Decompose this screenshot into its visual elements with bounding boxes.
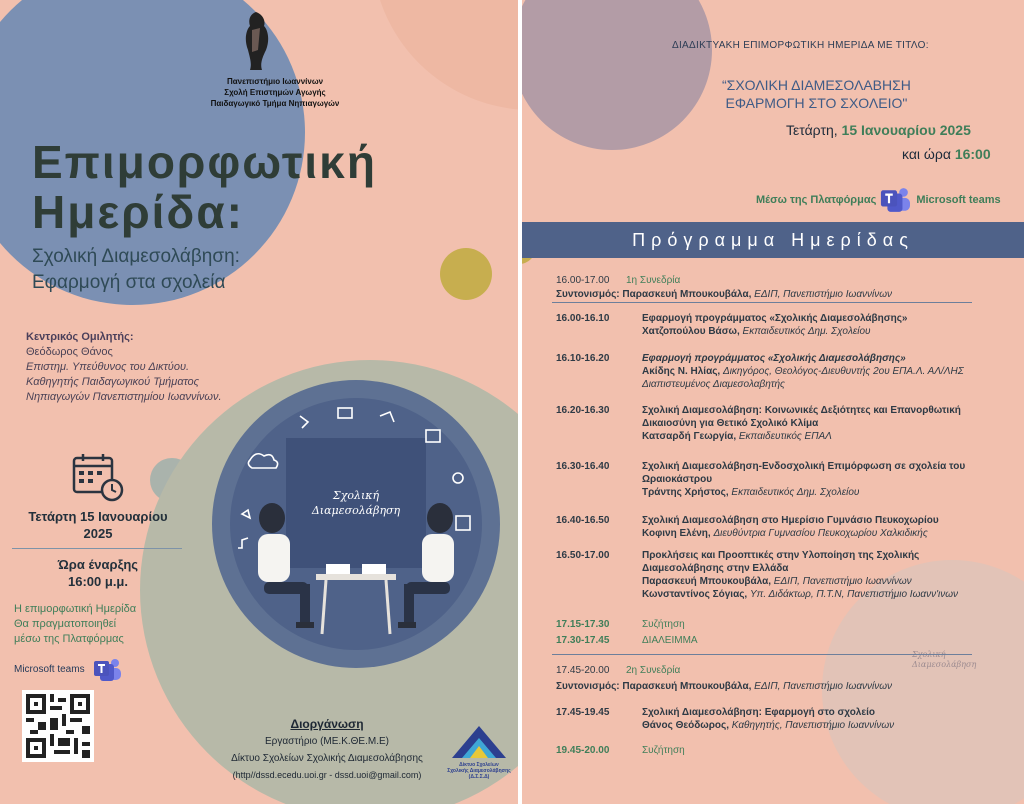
item-time: 17.45-19.45 [556, 707, 610, 718]
platform-prefix: Μέσω της Πλατφόρμας [756, 194, 877, 206]
session1-coord-rest: ΕΔΙΠ, Πανεπιστήμιο Ιωαννίνων [754, 289, 893, 300]
logo-text-2: Σχολικής Διαμεσολάβησης [447, 768, 511, 774]
microsoft-teams-icon [880, 186, 912, 214]
break-label: ΔΙΑΛΕΙΜΜΑ [642, 635, 698, 646]
board-text-2: Διαμεσολάβηση [311, 504, 401, 517]
program-header: ΔΙΑΔΙΚΤΥΑΚΗ ΕΠΙΜΟΡΦΩΤΙΚΗ ΗΜΕΡΙΔΑ ΜΕ ΤΙΤΛΟ: [672, 40, 929, 51]
speaker-heading: Κεντρικός Ομιλητής: [26, 331, 134, 343]
network-logo-icon [448, 724, 510, 760]
speaker-role-3: Νηπιαγωγών Πανεπιστημίου Ιωαννίνων. [26, 391, 222, 403]
session1-label: 1η Συνεδρία [626, 275, 681, 286]
subtitle-line-1: Σχολική Διαμεσολάβηση: [32, 246, 240, 267]
page-title [32, 137, 377, 237]
discussion1-time: 17.15-17.30 [556, 619, 610, 630]
item-title-cont: Διαμεσολάβησης στην Ελλάδα [642, 563, 789, 574]
platform-line-2: Θα πραγματοποιηθεί [14, 618, 117, 630]
qr-code[interactable] [22, 690, 94, 762]
item-speaker: Ακίδης Ν. Ηλίας, [642, 366, 721, 377]
organizers [210, 716, 444, 784]
speaker-role-1: Επιστημ. Υπεύθυνος του Δικτύου. [26, 361, 190, 373]
network-logo-text [440, 762, 518, 780]
item-title: Εφαρμογή προγράμματος «Σχολικής Διαμεσολάβησης» [642, 313, 908, 324]
platform-line-3: μέσω της Πλατφόρμας [14, 633, 124, 645]
speaker-name: Θεόδωρος Θάνος [26, 346, 113, 358]
date-line-1: Τετάρτη 15 Ιανουαρίου [28, 509, 168, 524]
board-text-1: Σχολική [332, 489, 380, 502]
session1-divider [552, 302, 972, 303]
session2-coord-rest: ΕΔΙΠ, Πανεπιστήμιο Ιωαννίνων [754, 681, 893, 692]
divider-line [12, 548, 182, 549]
org-line-2: Δίκτυο Σχολείων Σχολικής Διαμεσολάβησης [231, 753, 423, 764]
board-caption [300, 488, 412, 518]
platform-name: Microsoft teams [916, 194, 1001, 206]
session2-coordinator [556, 680, 1004, 693]
item-role: Εκπαιδευτικός ΕΠΑΛ [738, 431, 832, 442]
title-line-2: Ημερίδα: [32, 186, 244, 238]
subtitle-line-2: Εφαρμογή στα σχολεία [32, 272, 226, 293]
program-date-value: 15 Ιανουαρίου 2025 [841, 122, 971, 138]
discussion1-label: Συζήτηση [642, 619, 685, 630]
time-value: 16:00 [954, 146, 991, 162]
speaker-role-2: Καθηγητής Παιδαγωγικού Τμήματος [26, 376, 200, 388]
start-time [8, 556, 188, 590]
item-title: Εφαρμογή προγράμματος «Σχολικής Διαμεσολάβησης» [642, 353, 906, 364]
item-speaker: Θάνος Θεόδωρος, [642, 720, 729, 731]
item-role: Διευθύντρια Γυμνασίου Πευκοχωρίου Χαλκιδικής [713, 528, 928, 539]
logo-text-3: (Δ.Σ.Σ.Δ) [468, 774, 490, 780]
mediation-illustration [230, 398, 482, 650]
session1-time: 16.00-17.00 [556, 275, 610, 286]
program-day: Τετάρτη, [786, 122, 838, 138]
item-role: ΕΔΙΠ, Πανεπιστήμιο Ιωαννίνων [773, 576, 912, 587]
event-date [8, 508, 188, 542]
program-title-line-2: ΕΦΑΡΜΟΓΗ ΣΤΟ ΣΧΟΛΕΙΟ" [725, 95, 908, 111]
item-role-extra: Διαπιστευμένος Διαμεσολαβητής [642, 379, 785, 390]
platform-line-1: Η επιμορφωτική Ημερίδα [14, 603, 137, 615]
logo-text-1: Δίκτυο Σχολείων [459, 762, 499, 768]
platform-info [14, 602, 136, 647]
decor-circle-peach [372, 0, 518, 110]
org-line-3: (http//dssd.ecedu.uoi.gr - dssd.uoi@gmail.com) [232, 770, 422, 780]
item-title-cont: Ωραιοκάστρου [642, 474, 713, 485]
university-emblem-icon [240, 10, 274, 72]
item-title: Σχολική Διαμεσολάβηση: Κοινωνικές Δεξιότητες και Επανορθωτική [642, 405, 961, 416]
item-title-cont: Δικαιοσύνη για Θετικό Σχολικό Κλίμα [642, 418, 819, 429]
program-title [722, 76, 911, 112]
item-time: 16.40-16.50 [556, 515, 610, 526]
item-time: 16.00-16.10 [556, 313, 610, 324]
time-prefix: και ώρα [902, 146, 951, 162]
discussion2-time: 19.45-20.00 [556, 745, 610, 756]
item-speaker: Χατζοπούλου Βάσω, [642, 326, 740, 337]
item-speaker-2: Κωνσταντίνος Σόγιας, [642, 589, 748, 600]
item-role: Δικηγόρος, Θεολόγος-Διευθυντής 2ου ΕΠΑ.Λ. ΑΛ/ΛΗΣ [722, 366, 964, 377]
item-time: 16.20-16.30 [556, 405, 610, 416]
university-name: Πανεπιστήμιο Ιωαννίνων [226, 77, 324, 86]
decor-circle-mauve [522, 0, 712, 150]
decor-circle-yellow [440, 248, 492, 300]
session-divider [552, 654, 972, 655]
item-role: Εκπαιδευτικός Δημ. Σχολείου [731, 487, 860, 498]
watermark-text-2: Διαμεσολάβηση [912, 660, 977, 669]
right-program-page [522, 0, 1024, 804]
program-date [786, 122, 971, 138]
subtitle [32, 244, 240, 296]
break-time: 17.30-17.45 [556, 635, 610, 646]
item-speaker: Κατσαρδή Γεωργία, [642, 431, 737, 442]
item-title: Προκλήσεις και Προοπτικές στην Υλοποίηση της Σχολικής [642, 550, 920, 561]
org-heading: Διοργάνωση [290, 717, 364, 731]
item-speaker: Παρασκευή Μπουκουβάλα, [642, 576, 771, 587]
session2-coord-label: Συντονισμός: Παρασκευή Μπουκουβάλα, [556, 681, 752, 692]
item-time: 16.30-16.40 [556, 461, 610, 472]
department-name: Παιδαγωγικό Τμήμα Νηπιαγωγών [210, 99, 340, 108]
program-banner-title: Πρόγραμμα Ημερίδας [632, 230, 914, 250]
item-title: Σχολική Διαμεσολάβηση-Ενδοσχολική Επιμόρφωση σε σχολεία του [642, 461, 966, 472]
discussion2-label: Συζήτηση [642, 745, 685, 756]
program-time [902, 146, 991, 162]
teams-label: Microsoft teams [14, 664, 85, 675]
microsoft-teams-icon [94, 657, 122, 683]
item-role-2: Υπ. Διδάκτωρ, Π.Τ.Ν, Πανεπιστήμιο Ιωανν'ινων [749, 589, 958, 600]
platform-row [756, 186, 1001, 214]
start-time-label: Ώρα έναρξης [57, 557, 139, 572]
title-line-1: Επιμορφωτική [32, 136, 377, 188]
date-line-2: 2025 [83, 526, 113, 541]
item-role: Εκπαιδευτικός Δημ. Σχολείου [742, 326, 871, 337]
school-name: Σχολή Επιστημών Αγωγής [224, 88, 326, 97]
program-title-line-1: “ΣΧΟΛΙΚΗ ΔΙΑΜΕΣΟΛΑΒΗΣΗ [722, 77, 911, 93]
item-speaker: Κοφινη Ελένη, [642, 528, 711, 539]
session1-coordinator [556, 288, 1004, 301]
calendar-clock-icon [72, 452, 124, 502]
item-time: 16.50-17.00 [556, 550, 610, 561]
keynote-speaker [26, 330, 222, 405]
item-time: 16.10-16.20 [556, 353, 610, 364]
item-role: Καθηγητής, Πανεπιστήμιο Ιωαννίνων [731, 720, 895, 731]
watermark-text-1 [912, 650, 976, 660]
session1-coord-label: Συντονισμός: Παρασκευή Μπουκουβάλα, [556, 289, 752, 300]
start-time-value: 16:00 μ.μ. [68, 574, 128, 589]
session2-label: 2η Συνεδρία [626, 665, 681, 676]
session2-time: 17.45-20.00 [556, 665, 610, 676]
item-title: Σχολική Διαμεσολάβηση στο Ημερίσιο Γυμνάσιο Πευκοχωρίου [642, 515, 939, 526]
item-title: Σχολική Διαμεσολάβηση: Εφαρμογή στο σχολείο [642, 707, 876, 718]
item-speaker: Τράντης Χρήστος, [642, 487, 729, 498]
org-line-1: Εργαστήριο (ΜΕ.Κ.ΘΕ.Μ.Ε) [265, 736, 389, 747]
